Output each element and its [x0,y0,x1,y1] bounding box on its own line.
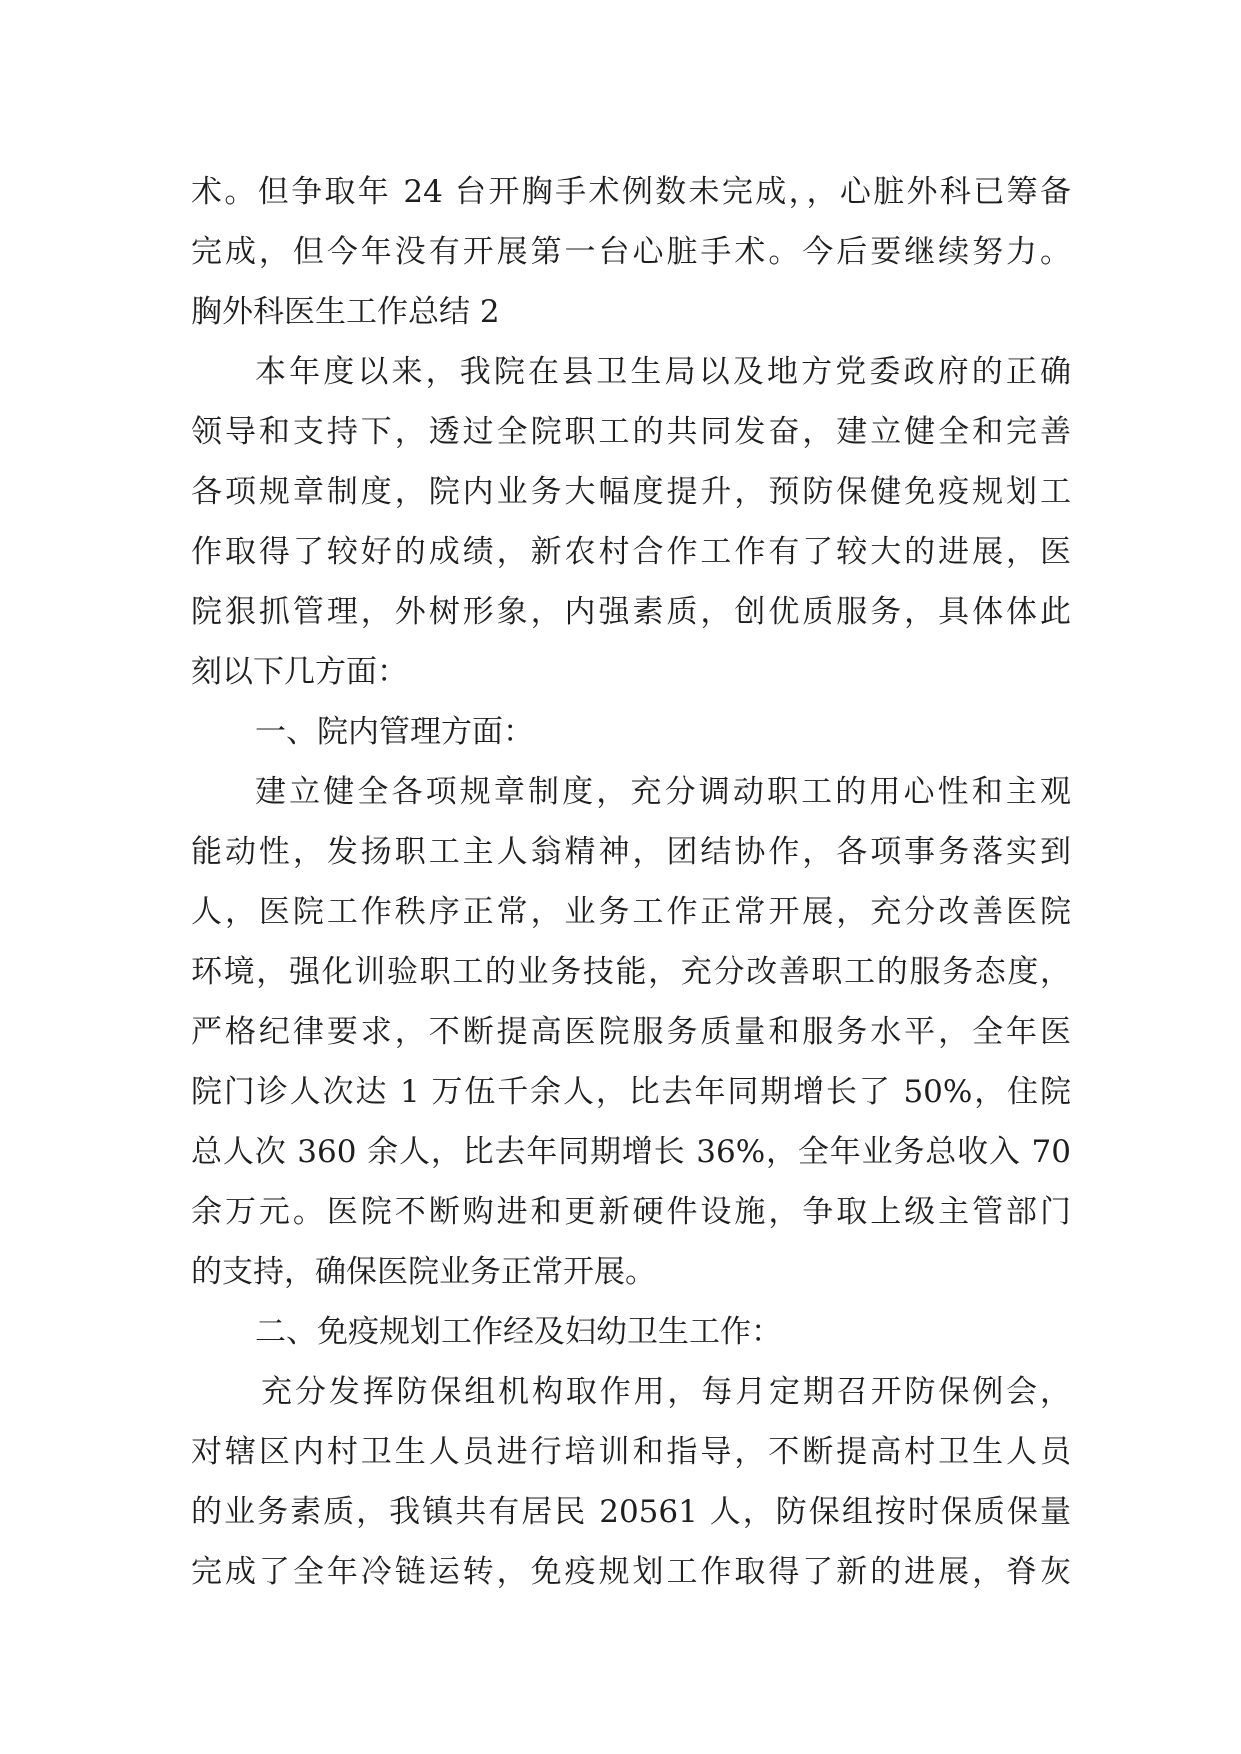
text-line: 术。但争取年 24 台开胸手术例数未完成，，心脏外科已筹备 [191,174,1071,210]
text-line: 对辖区内村卫生人员进行培训和指导，不断提高村卫生人员 [191,1434,1071,1470]
text-line: 领导和支持下，透过全院职工的共同发奋，建立健全和完善 [191,414,1071,450]
text-line: 人，医院工作秩序正常，业务工作正常开展，充分改善医院 [191,894,1071,930]
text-line: 总人次 360 余人，比去年同期增长 36%，全年业务总收入 70 [191,1134,1071,1170]
text-line: 环境，强化训验职工的业务技能，充分改善职工的服务态度， [191,954,1071,990]
text-line: 完成，但今年没有开展第一台心脏手术。今后要继续努力。 [191,234,1071,270]
text-line: 严格纪律要求，不断提高医院服务质量和服务水平，全年医 [191,1014,1071,1050]
subsection-heading: 二、免疫规划工作经及妇幼卫生工作： [255,1314,782,1350]
text-line: 院狠抓管理，外树形象，内强素质，创优质服务，具体体此 [191,594,1071,630]
text-line: 刻以下几方面： [191,654,408,690]
text-line: 充分发挥防保组机构取作用，每月定期召开防保例会， [261,1374,1071,1410]
text-line: 完成了全年冷链运转，免疫规划工作取得了新的进展，脊灰 [191,1554,1071,1590]
document-body [191,162,1071,1602]
text-line: 余万元。医院不断购进和更新硬件设施，争取上级主管部门 [191,1194,1071,1230]
section-heading: 胸外科医生工作总结 2 [191,294,500,330]
text-line: 本年度以来，我院在县卫生局以及地方党委政府的正确 [255,354,1071,390]
text-line: 建立健全各项规章制度，充分调动职工的用心性和主观 [255,774,1071,810]
subsection-heading: 一、院内管理方面： [255,714,534,750]
text-line: 院门诊人次达 1 万伍千余人，比去年同期增长了 50%，住院 [191,1074,1071,1110]
text-line: 作取得了较好的成绩，新农村合作工作有了较大的进展，医 [191,534,1071,570]
text-line: 各项规章制度，院内业务大幅度提升，预防保健免疫规划工 [191,474,1071,510]
text-line: 的业务素质，我镇共有居民 20561 人，防保组按时保质保量 [191,1494,1071,1530]
text-line: 的支持，确保医院业务正常开展。 [191,1254,656,1290]
text-line: 能动性，发扬职工主人翁精神，团结协作，各项事务落实到 [191,834,1071,870]
